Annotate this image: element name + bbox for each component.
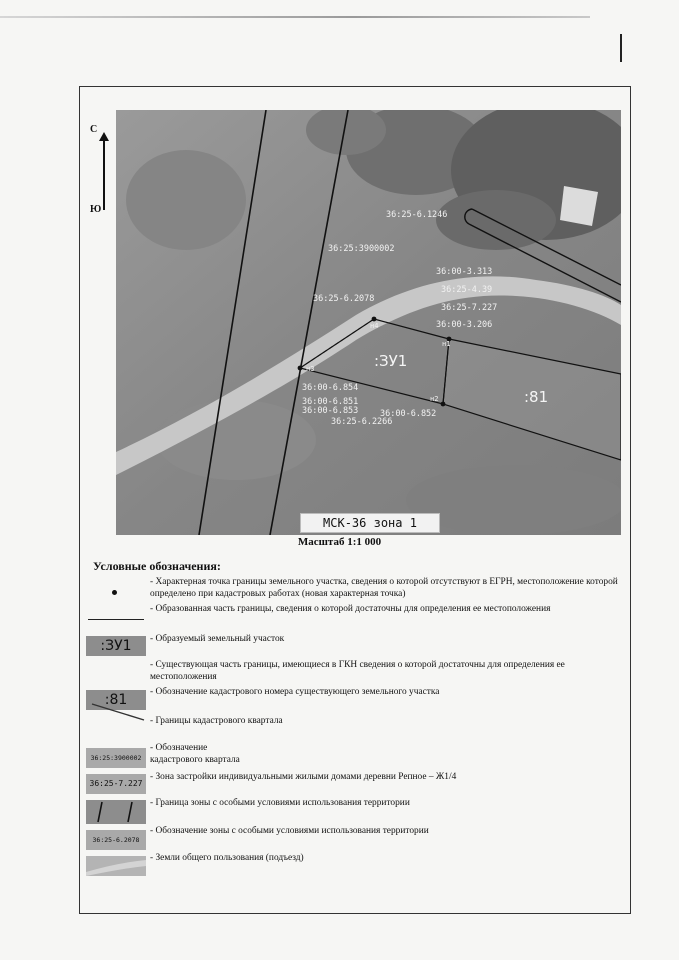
- label-zone-6-853: 36:00-6.853: [302, 406, 359, 416]
- projection-label: МСК-36 зона 1: [300, 513, 440, 533]
- label-zone-4-39: 36:25-4.39: [441, 285, 493, 295]
- legend-item-common-land: - Земли общего пользования (подъезд): [150, 853, 304, 863]
- point-n2: [441, 402, 446, 407]
- legend-item-special-zone-label: - Обозначение зоны с особыми условиями использования территории: [150, 826, 429, 836]
- legend-swatch-special-zone-boundary: [86, 800, 146, 824]
- label-parcel-zu1: :ЗУ1: [374, 352, 408, 370]
- label-zone-6-1246: 36:25-6.1246: [386, 210, 448, 220]
- label-zone-3-313: 36:00-3.313: [436, 267, 493, 277]
- label-zone-6-852: 36:00-6.852: [380, 409, 437, 419]
- scale-label: Масштаб 1:1 000: [297, 536, 382, 548]
- label-zone-7-227: 36:25-7.227: [441, 303, 498, 313]
- point-n2-label: н2: [430, 395, 439, 403]
- margin-mark: [620, 34, 622, 62]
- characteristic-point-icon: [112, 590, 117, 595]
- formed-boundary-line-icon: [88, 619, 144, 620]
- legend-item-formed-boundary: - Образованная часть границы, сведения о которой достаточны для определения ее местоположения: [150, 604, 551, 614]
- label-cadastral-quarter: 36:25:3900002: [328, 244, 395, 254]
- sheet-top-edge: [0, 16, 590, 18]
- legend-item-new-point: - Характерная точка границы земельного участка, сведения о которой отсутствуют в ЕГРН, местоположение которой определено при кадастровых работах (новая характерная точка): [150, 577, 618, 599]
- legend-swatch-quarter: 36:25:3900002: [86, 748, 146, 768]
- point-n3-label: н3: [306, 365, 315, 373]
- legend-item-quarter-label: - Обозначение кадастрового квартала: [150, 743, 240, 765]
- compass-north-label: С: [90, 124, 98, 135]
- compass-south-label: Ю: [90, 204, 102, 215]
- legend-item-existing-boundary: - Существующая часть границы, имеющиеся в ГКН сведения о которой достаточны для определения ее местоположения: [150, 660, 565, 682]
- legend-item-special-zone-boundary: - Граница зоны с особыми условиями использования территории: [150, 798, 410, 808]
- point-n4: [372, 317, 377, 322]
- legend-item-cadastral-number: - Обозначение кадастрового номера существующего земельного участка: [150, 687, 440, 697]
- aerial-map: [116, 110, 621, 535]
- label-parcel-81: :81: [524, 388, 549, 406]
- legend-item-quarter-boundary: - Границы кадастрового квартала: [150, 716, 283, 726]
- label-zone-6-851: 36:00-6.851: [302, 397, 359, 407]
- point-n4-label: н4: [370, 322, 379, 330]
- label-zone-3-206: 36:00-3.206: [436, 320, 493, 330]
- legend-swatch-81: :81: [86, 690, 146, 710]
- legend-swatch-zone-7-227: 36:25-7.227: [86, 774, 146, 794]
- point-n1-label: н1: [442, 340, 451, 348]
- legend-title: Условные обозначения:: [93, 559, 221, 573]
- legend-swatch-special-zone: 36:25-6.2078: [86, 830, 146, 850]
- label-zone-6-854: 36:00-6.854: [302, 383, 359, 393]
- label-zone-6-2266: 36:25-6.2266: [331, 417, 393, 427]
- label-zone-6-2078: 36:25-6.2078: [313, 294, 375, 304]
- legend-swatch-road: [86, 856, 146, 876]
- legend-item-new-parcel: - Образуемый земельный участок: [150, 634, 285, 644]
- north-arrow-icon: [103, 134, 105, 210]
- quarter-boundary-icon: [88, 701, 148, 723]
- point-n3: [298, 366, 303, 371]
- legend-item-zhilaya-zona: - Зона застройки индивидуальными жилыми домами деревни Репное – Ж1/4: [150, 772, 457, 782]
- building: [560, 186, 598, 226]
- legend-swatch-zu1: :ЗУ1: [86, 636, 146, 656]
- map-canvas: [116, 110, 621, 535]
